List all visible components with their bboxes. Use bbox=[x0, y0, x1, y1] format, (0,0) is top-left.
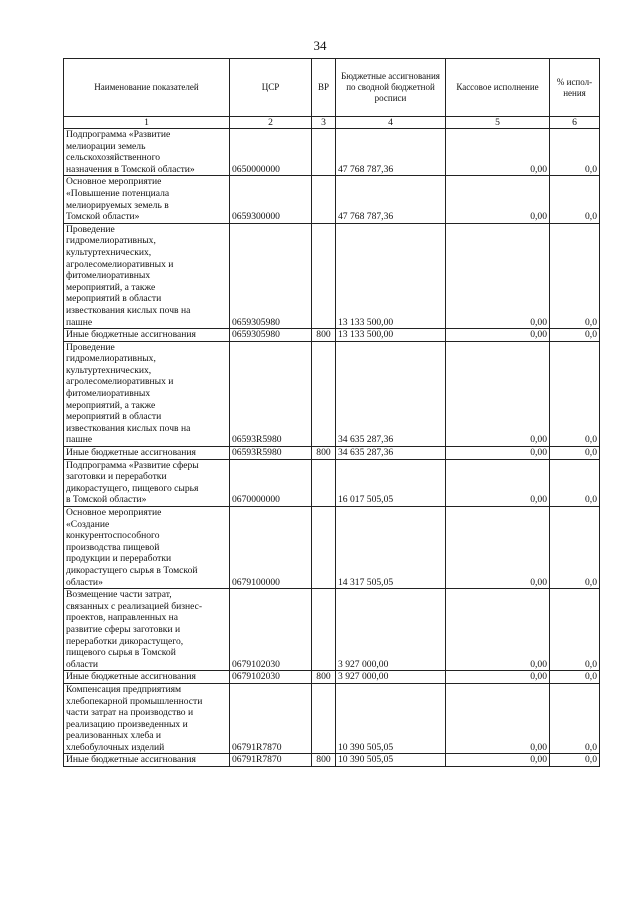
cell-cash-execution: 0,00 bbox=[446, 671, 550, 684]
table-row bbox=[64, 671, 600, 684]
column-number: 5 bbox=[446, 117, 550, 129]
cell-percent: 0,0 bbox=[550, 129, 600, 176]
page-number: 34 bbox=[313, 38, 327, 53]
cell-budget-amount: 10 390 505,05 bbox=[336, 683, 446, 754]
cell-csr: 0659300000 bbox=[230, 176, 312, 223]
cell-budget-amount: 34 635 287,36 bbox=[336, 447, 446, 460]
cell-budget-amount: 3 927 000,00 bbox=[336, 589, 446, 671]
cell-csr: 06593R5980 bbox=[230, 341, 312, 446]
table-row bbox=[64, 507, 600, 589]
cell-csr: 06791R7870 bbox=[230, 683, 312, 754]
cell-percent: 0,0 bbox=[550, 176, 600, 223]
column-number: 6 bbox=[550, 117, 600, 129]
table-row bbox=[64, 589, 600, 671]
cell-percent: 0,0 bbox=[550, 341, 600, 446]
header-budget: Бюджетные ассигнования по сводной бюджетной росписи bbox=[336, 59, 446, 117]
header-csr: ЦСР bbox=[230, 59, 312, 117]
cell-vr bbox=[312, 459, 336, 506]
cell-percent: 0,0 bbox=[550, 459, 600, 506]
table-row bbox=[64, 459, 600, 506]
cell-budget-amount: 13 133 500,00 bbox=[336, 223, 446, 328]
cell-percent: 0,0 bbox=[550, 507, 600, 589]
cell-cash-execution: 0,00 bbox=[446, 176, 550, 223]
budget-table bbox=[63, 58, 600, 767]
cell-cash-execution: 0,00 bbox=[446, 507, 550, 589]
cell-vr bbox=[312, 129, 336, 176]
cell-name: Проведение гидромелиоративных, культуртехнических, агролесомелиоративных и фитомелиоративных мероприятий, а также мероприятий в области известкования кислых почв на пашне bbox=[64, 223, 230, 328]
cell-percent: 0,0 bbox=[550, 683, 600, 754]
table-row bbox=[64, 754, 600, 767]
header-cash: Кассовое исполнение bbox=[446, 59, 550, 117]
cell-vr bbox=[312, 507, 336, 589]
cell-budget-amount: 16 017 505,05 bbox=[336, 459, 446, 506]
cell-csr: 0670000000 bbox=[230, 459, 312, 506]
cell-name: Возмещение части затрат, связанных с реализацией бизнес- проектов, направленных на развитие сферы заготовки и переработки дикорастущего, пищевого сырья в Томской области bbox=[64, 589, 230, 671]
cell-percent: 0,0 bbox=[550, 329, 600, 342]
cell-name: Иные бюджетные ассигнования bbox=[64, 447, 230, 460]
cell-cash-execution: 0,00 bbox=[446, 589, 550, 671]
cell-vr bbox=[312, 341, 336, 446]
cell-csr: 0679100000 bbox=[230, 507, 312, 589]
cell-cash-execution: 0,00 bbox=[446, 129, 550, 176]
cell-csr: 06791R7870 bbox=[230, 754, 312, 767]
cell-vr: 800 bbox=[312, 671, 336, 684]
header-name: Наименование показателей bbox=[64, 59, 230, 117]
cell-vr: 800 bbox=[312, 754, 336, 767]
cell-budget-amount: 34 635 287,36 bbox=[336, 341, 446, 446]
cell-cash-execution: 0,00 bbox=[446, 459, 550, 506]
table-header-row bbox=[64, 59, 600, 117]
cell-vr bbox=[312, 589, 336, 671]
cell-budget-amount: 47 768 787,36 bbox=[336, 176, 446, 223]
cell-name: Подпрограмма «Развитие мелиорации земель сельскохозяйственного назначения в Томской области» bbox=[64, 129, 230, 176]
cell-name: Основное мероприятие «Создание конкурентоспособного производства пищевой продукции и переработки дикорастущего сырья в Томской области» bbox=[64, 507, 230, 589]
column-number: 2 bbox=[230, 117, 312, 129]
cell-csr: 0679102030 bbox=[230, 589, 312, 671]
cell-csr: 0679102030 bbox=[230, 671, 312, 684]
cell-vr: 800 bbox=[312, 329, 336, 342]
cell-budget-amount: 14 317 505,05 bbox=[336, 507, 446, 589]
header-vr: ВР bbox=[312, 59, 336, 117]
cell-percent: 0,0 bbox=[550, 754, 600, 767]
cell-name: Иные бюджетные ассигнования bbox=[64, 754, 230, 767]
cell-name: Подпрограмма «Развитие сферы заготовки и переработки дикорастущего, пищевого сырья в Томской области» bbox=[64, 459, 230, 506]
cell-cash-execution: 0,00 bbox=[446, 683, 550, 754]
cell-name: Основное мероприятие «Повышение потенциала мелиорируемых земель в Томской области» bbox=[64, 176, 230, 223]
cell-vr bbox=[312, 176, 336, 223]
column-number: 4 bbox=[336, 117, 446, 129]
cell-name: Компенсация предприятиям хлебопекарной промышленности части затрат на производство и реализацию произведенных и реализованных хлеба и хлебобулочных изделий bbox=[64, 683, 230, 754]
header-percent: % испол-нения bbox=[550, 59, 600, 117]
cell-cash-execution: 0,00 bbox=[446, 329, 550, 342]
column-number: 3 bbox=[312, 117, 336, 129]
cell-name: Проведение гидромелиоративных, культуртехнических, агролесомелиоративных и фитомелиоративных мероприятий, а также мероприятий в области известкования кислых почв на пашне bbox=[64, 341, 230, 446]
cell-budget-amount: 3 927 000,00 bbox=[336, 671, 446, 684]
cell-vr bbox=[312, 683, 336, 754]
column-number: 1 bbox=[64, 117, 230, 129]
cell-percent: 0,0 bbox=[550, 671, 600, 684]
cell-cash-execution: 0,00 bbox=[446, 447, 550, 460]
cell-csr: 06593R5980 bbox=[230, 447, 312, 460]
column-number-row bbox=[64, 117, 600, 129]
table-row bbox=[64, 341, 600, 446]
cell-percent: 0,0 bbox=[550, 223, 600, 328]
cell-cash-execution: 0,00 bbox=[446, 223, 550, 328]
table-row bbox=[64, 129, 600, 176]
cell-budget-amount: 10 390 505,05 bbox=[336, 754, 446, 767]
table-row bbox=[64, 447, 600, 460]
cell-budget-amount: 13 133 500,00 bbox=[336, 329, 446, 342]
cell-percent: 0,0 bbox=[550, 447, 600, 460]
cell-percent: 0,0 bbox=[550, 589, 600, 671]
cell-vr: 800 bbox=[312, 447, 336, 460]
table-body bbox=[64, 129, 600, 767]
cell-csr: 0650000000 bbox=[230, 129, 312, 176]
cell-cash-execution: 0,00 bbox=[446, 341, 550, 446]
cell-csr: 0659305980 bbox=[230, 223, 312, 328]
table-row bbox=[64, 683, 600, 754]
table-row bbox=[64, 223, 600, 328]
cell-cash-execution: 0,00 bbox=[446, 754, 550, 767]
table-row bbox=[64, 329, 600, 342]
table-row bbox=[64, 176, 600, 223]
cell-vr bbox=[312, 223, 336, 328]
cell-budget-amount: 47 768 787,36 bbox=[336, 129, 446, 176]
cell-csr: 0659305980 bbox=[230, 329, 312, 342]
cell-name: Иные бюджетные ассигнования bbox=[64, 329, 230, 342]
cell-name: Иные бюджетные ассигнования bbox=[64, 671, 230, 684]
